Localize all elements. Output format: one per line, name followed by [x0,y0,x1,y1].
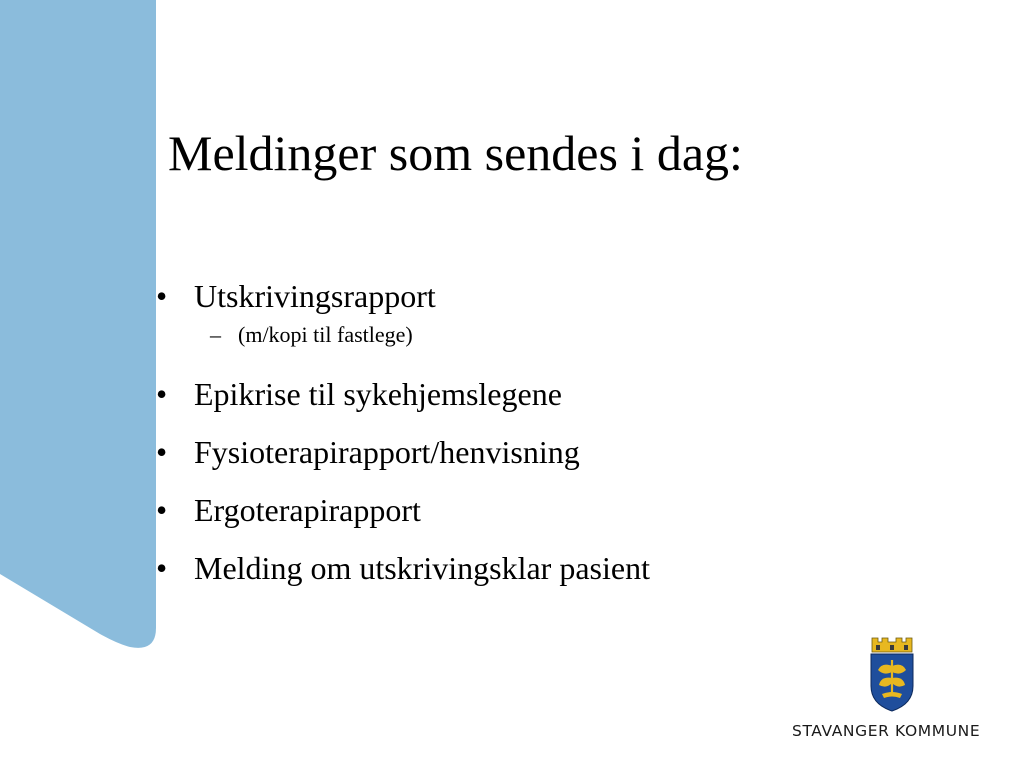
bullet-text: Utskrivingsrapport [194,278,436,314]
stavanger-logo [780,636,1004,746]
bullet-text: Ergoterapirapport [194,492,421,528]
bullet-dot: • [156,278,168,314]
bullet-item-ergoterapirapport [156,488,650,532]
sub-bullet-text: (m/kopi til fastlege) [238,322,413,347]
bullet-dot: • [156,434,168,470]
sub-bullet-dash: – [210,322,221,347]
bullet-item-melding [156,546,650,590]
bullet-item-fysioterapirapport [156,430,650,474]
bullet-dot: • [156,376,168,412]
bullet-dot: • [156,550,168,586]
coat-of-arms-icon [868,636,916,712]
bullet-item-epikrise [156,372,650,416]
organization-name: STAVANGER KOMMUNE [792,722,981,740]
bullet-item-utskrivingsrapport [156,274,650,318]
bullet-text: Melding om utskrivingsklar pasient [194,550,650,586]
slide-title: Meldinger som sendes i dag: [168,125,743,181]
bullet-dot: • [156,492,168,528]
sub-bullet-item [156,320,650,350]
bullet-text: Epikrise til sykehjemslegene [194,376,562,412]
bullet-text: Fysioterapirapport/henvisning [194,434,580,470]
bullet-list [156,274,650,604]
left-decorative-band [0,0,160,660]
